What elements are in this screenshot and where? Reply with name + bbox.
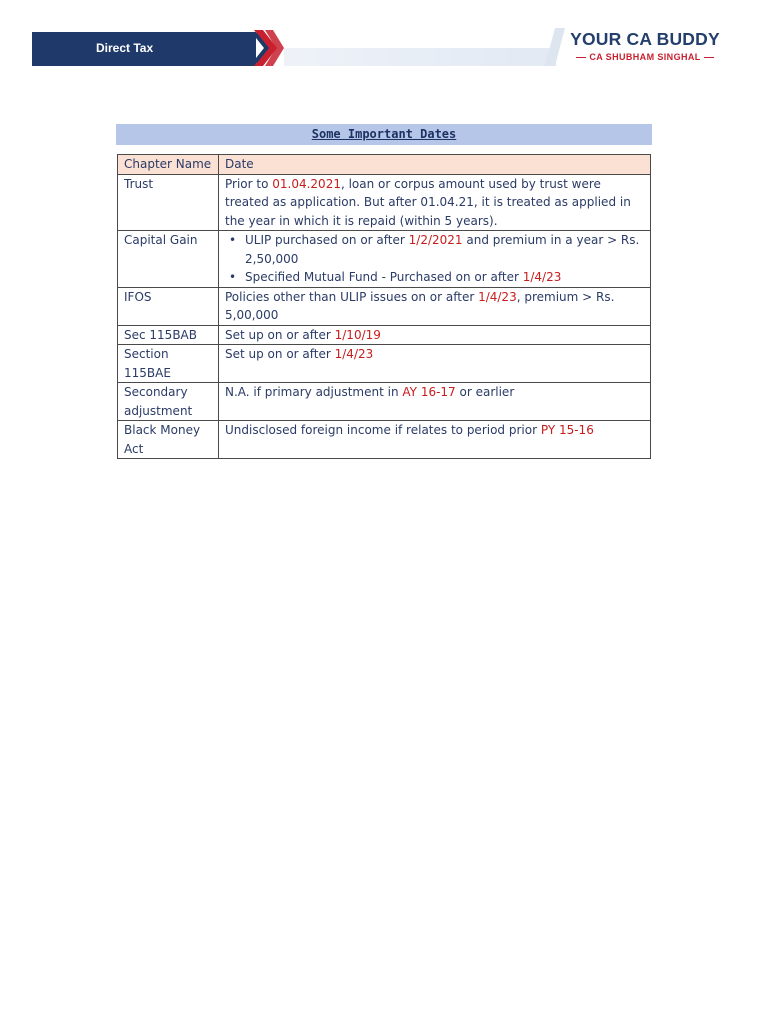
table-row-capital-gain: [118, 231, 651, 288]
chapter-cell: Section 115BAE: [118, 345, 219, 383]
brand-dash-right: [704, 57, 714, 58]
table-row-sec-115bae: [118, 345, 651, 383]
date-cell: [219, 383, 651, 421]
section-title: Direct Tax: [96, 41, 154, 55]
chevron-arrow-icon: [252, 28, 286, 68]
band-slant-shape: [545, 28, 565, 66]
text: or earlier: [455, 385, 515, 399]
highlighted-date: 1/10/19: [334, 327, 381, 342]
highlighted-date: PY 15-16: [540, 423, 594, 437]
table-row-sec-115bab: [118, 325, 651, 345]
table-row-trust: [118, 174, 651, 231]
brand-name: YOUR CA BUDDY: [570, 29, 720, 49]
highlighted-date: 01.04.2021: [272, 176, 341, 191]
date-cell: [219, 231, 651, 288]
list-item: [243, 268, 645, 287]
date-cell: [219, 325, 651, 345]
table-header-row: [118, 155, 651, 175]
date-cell: [219, 421, 651, 459]
text: Policies other than ULIP issues on or after: [225, 289, 479, 304]
text: Prior to: [225, 176, 273, 191]
highlighted-date: AY 16-17: [402, 385, 456, 399]
date-cell: [219, 287, 651, 325]
chapter-cell: IFOS: [118, 287, 219, 325]
text: Set up on or after: [225, 327, 335, 342]
date-cell: [219, 174, 651, 231]
header-band: [284, 48, 556, 66]
date-cell: [219, 345, 651, 383]
text: Specified Mutual Fund - Purchased on or after: [245, 270, 523, 284]
bullet-list: [225, 231, 645, 287]
brand-dash-left: [576, 57, 586, 58]
header-chapter: Chapter Name: [118, 155, 219, 175]
text: ULIP purchased on or after: [245, 233, 409, 247]
text: , premium > Rs. 5,00,000: [225, 289, 615, 322]
brand-subtitle-row: [570, 51, 720, 63]
text: , loan or corpus amount used by trust were treated as application. But after 01.04.21, it is treated as applied in the year in which it is repaid (within 5 years).: [225, 176, 631, 228]
highlighted-date: 1/4/23: [522, 270, 562, 284]
highlighted-date: 1/4/23: [478, 289, 517, 304]
header-date: Date: [219, 155, 651, 175]
page-header: [0, 0, 768, 80]
chapter-cell: Capital Gain: [118, 231, 219, 288]
table-row-secondary-adjustment: [118, 383, 651, 421]
chapter-cell: Secondary adjustment: [118, 383, 219, 421]
text: and premium in a year > Rs. 2,50,000: [245, 233, 640, 266]
important-dates-table: [117, 154, 651, 459]
text: Set up on or after: [225, 347, 335, 361]
important-dates-section: [116, 124, 652, 459]
chapter-cell: Trust: [118, 174, 219, 231]
brand-logo: [570, 28, 720, 63]
chapter-cell: Sec 115BAB: [118, 325, 219, 345]
list-item: [243, 231, 645, 268]
table-title-bar: [116, 124, 652, 145]
text: Undisclosed foreign income if relates to period prior: [225, 423, 541, 437]
highlighted-date: 1/4/23: [334, 347, 374, 361]
section-banner: [32, 32, 256, 66]
table-row-ifos: [118, 287, 651, 325]
table-row-black-money: [118, 421, 651, 459]
highlighted-date: 1/2/2021: [408, 233, 463, 247]
brand-subtitle: CA SHUBHAM SINGHAL: [589, 52, 701, 62]
chapter-cell: Black Money Act: [118, 421, 219, 459]
table-title: Some Important Dates: [311, 127, 457, 141]
text: N.A. if primary adjustment in: [225, 385, 403, 399]
